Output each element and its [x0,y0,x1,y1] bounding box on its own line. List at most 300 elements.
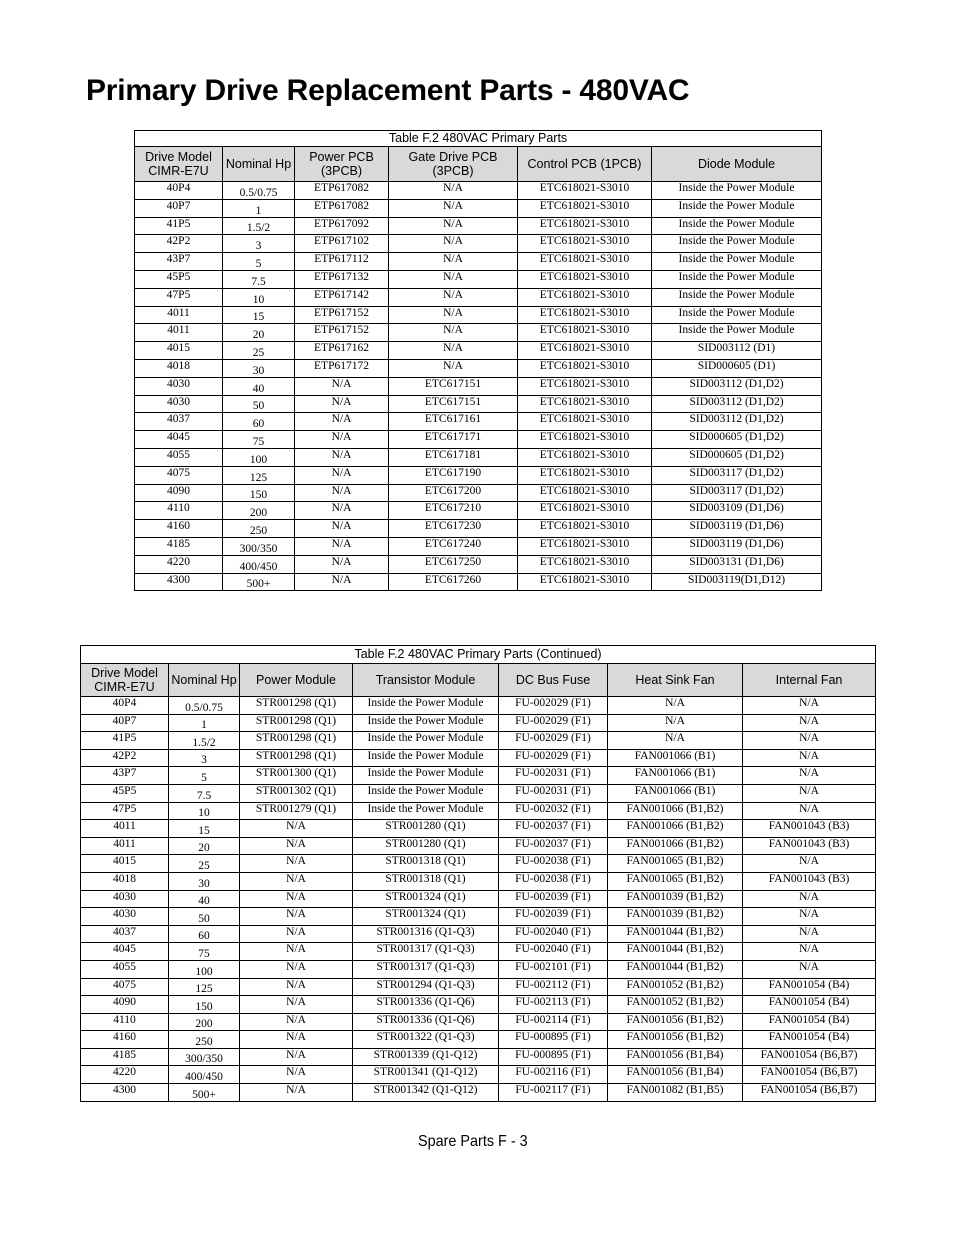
table-cell: 60 [169,925,240,943]
table-cell: 150 [223,484,295,502]
table-cell: 45P5 [135,270,223,288]
table-row [81,908,876,926]
table-row [81,749,876,767]
table-cell: 4110 [135,502,223,520]
table-cell: STR001342 (Q1-Q12) [353,1084,499,1102]
table-cell: STR001317 (Q1-Q3) [353,943,499,961]
table-cell: 0.5/0.75 [169,697,240,715]
table-cell: ETC618021-S3010 [518,377,652,395]
table-cell: N/A [240,978,353,996]
table-cell: ETP617082 [295,182,389,200]
table-cell: FAN001066 (B1) [608,749,743,767]
table-cell: ETP617082 [295,199,389,217]
table-row [135,520,822,538]
table-cell: 100 [223,448,295,466]
table-cell: N/A [295,484,389,502]
table-cell: ETC618021-S3010 [518,288,652,306]
table-cell: N/A [240,837,353,855]
table-cell: STR001322 (Q1-Q3) [353,1031,499,1049]
page-title: Primary Drive Replacement Parts - 480VAC [86,74,690,107]
column-header: Gate Drive PCB (3PCB) [389,147,518,182]
table-cell: FU-002038 (F1) [499,855,608,873]
table-cell: N/A [240,1013,353,1031]
table-cell: FU-002114 (F1) [499,1013,608,1031]
table-cell: N/A [743,908,876,926]
table-cell: 4090 [135,484,223,502]
table-row [135,359,822,377]
table-cell: FAN001056 (B1,B4) [608,1066,743,1084]
table-cell: N/A [240,943,353,961]
table-cell: N/A [743,890,876,908]
table-cell: Inside the Power Module [353,802,499,820]
table-cell: 1.5/2 [169,732,240,750]
table-cell: N/A [743,784,876,802]
table-cell: FU-002029 (F1) [499,714,608,732]
table-row [135,324,822,342]
table-cell: N/A [295,395,389,413]
table-cell: STR001341 (Q1-Q12) [353,1066,499,1084]
table-cell: ETC618021-S3010 [518,182,652,200]
table-cell: 40 [169,890,240,908]
table-cell: 4045 [81,943,169,961]
table-cell: STR001339 (Q1-Q12) [353,1048,499,1066]
table-cell: FU-000895 (F1) [499,1031,608,1049]
table-cell: 150 [169,996,240,1014]
table-cell: 25 [223,342,295,360]
table-cell: N/A [240,1084,353,1102]
table-cell: 400/450 [223,555,295,573]
table-cell: FAN001054 (B6,B7) [743,1048,876,1066]
table-cell: SID003112 (D1,D2) [652,395,822,413]
table-cell: FAN001044 (B1,B2) [608,925,743,943]
table-cell: SID003117 (D1,D2) [652,484,822,502]
table-cell: Inside the Power Module [652,324,822,342]
table-cell: 40P4 [81,697,169,715]
table-cell: FU-002101 (F1) [499,960,608,978]
table-cell: 4090 [81,996,169,1014]
table-cell: ETC618021-S3010 [518,324,652,342]
table-cell: FAN001039 (B1,B2) [608,908,743,926]
table-cell: ETC618021-S3010 [518,413,652,431]
table-cell: 7.5 [223,270,295,288]
table-caption: Table F.2 480VAC Primary Parts (Continued) [81,646,876,664]
primary-parts-continued-table [80,645,876,1102]
table-cell: SID003109 (D1,D6) [652,502,822,520]
table-cell: ETC618021-S3010 [518,359,652,377]
table-cell: N/A [743,960,876,978]
table-cell: N/A [608,714,743,732]
table-cell: STR001280 (Q1) [353,820,499,838]
table-cell: ETC618021-S3010 [518,484,652,502]
table-cell: 3 [169,749,240,767]
table-cell: 42P2 [135,235,223,253]
table-cell: ETC618021-S3010 [518,555,652,573]
table-row [135,235,822,253]
table-cell: FAN001066 (B1) [608,784,743,802]
table-cell: STR001298 (Q1) [240,697,353,715]
table-cell: 10 [223,288,295,306]
table-cell: FU-002039 (F1) [499,890,608,908]
table-cell: SID003112 (D1) [652,342,822,360]
table-cell: ETC617181 [389,448,518,466]
table-cell: 400/450 [169,1066,240,1084]
table-cell: 4030 [135,377,223,395]
table-cell: 4018 [81,872,169,890]
table-cell: STR001300 (Q1) [240,767,353,785]
table-cell: 43P7 [81,767,169,785]
table-cell: FU-002040 (F1) [499,925,608,943]
table-row [135,395,822,413]
table-cell: 500+ [169,1084,240,1102]
table-cell: STR001318 (Q1) [353,855,499,873]
table-cell: Inside the Power Module [652,235,822,253]
table-cell: N/A [389,359,518,377]
table-cell: 30 [169,872,240,890]
table-cell: ETP617102 [295,235,389,253]
table-cell: 40 [223,377,295,395]
table-row [81,872,876,890]
table-cell: Inside the Power Module [353,749,499,767]
table-cell: FAN001065 (B1,B2) [608,855,743,873]
table-cell: SID000605 (D1,D2) [652,448,822,466]
table-row [81,943,876,961]
table-cell: FAN001043 (B3) [743,837,876,855]
table-cell: ETP617142 [295,288,389,306]
table-cell: ETC617230 [389,520,518,538]
table-cell: N/A [743,697,876,715]
table-cell: ETC617200 [389,484,518,502]
table-cell: 4160 [135,520,223,538]
table-cell: ETC617171 [389,431,518,449]
table-row [135,448,822,466]
table-cell: FU-000895 (F1) [499,1048,608,1066]
table-row [135,413,822,431]
table-cell: N/A [295,413,389,431]
table-cell: 250 [169,1031,240,1049]
table-cell: ETC618021-S3010 [518,573,652,591]
table-cell: N/A [240,996,353,1014]
table-cell: 41P5 [81,732,169,750]
table-cell: 4220 [81,1066,169,1084]
table-cell: ETC618021-S3010 [518,235,652,253]
table-cell: ETC617240 [389,537,518,555]
table-cell: N/A [240,890,353,908]
table-cell: STR001298 (Q1) [240,749,353,767]
table-cell: 50 [223,395,295,413]
table-caption: Table F.2 480VAC Primary Parts [135,131,822,147]
table-cell: STR001316 (Q1-Q3) [353,925,499,943]
table-row [135,377,822,395]
table-cell: 42P2 [81,749,169,767]
table-row [135,253,822,271]
table-cell: ETP617112 [295,253,389,271]
table-cell: FAN001082 (B1,B5) [608,1084,743,1102]
table-row [135,484,822,502]
table-cell: SID003119 (D1,D6) [652,537,822,555]
table-cell: 15 [169,820,240,838]
table-cell: 40P7 [81,714,169,732]
table-cell: Inside the Power Module [652,199,822,217]
table-cell: ETC618021-S3010 [518,448,652,466]
column-header: Drive Model CIMR-E7U [81,664,169,697]
table-cell: 15 [223,306,295,324]
table-cell: ETP617092 [295,217,389,235]
table-row [135,306,822,324]
table-cell: N/A [295,431,389,449]
table-cell: ETP617162 [295,342,389,360]
table-header-row [81,664,876,697]
column-header: Control PCB (1PCB) [518,147,652,182]
table-cell: 4018 [135,359,223,377]
table-cell: FU-002037 (F1) [499,837,608,855]
table-cell: N/A [389,217,518,235]
table-cell: Inside the Power Module [652,306,822,324]
table-cell: STR001318 (Q1) [353,872,499,890]
table-row [81,820,876,838]
table-cell: N/A [389,324,518,342]
table-cell: N/A [240,960,353,978]
table-cell: N/A [389,235,518,253]
table-cell: 4011 [135,324,223,342]
table-cell: FU-002029 (F1) [499,697,608,715]
table-cell: STR001294 (Q1-Q3) [353,978,499,996]
table-cell: SID003117 (D1,D2) [652,466,822,484]
table-cell: N/A [240,1048,353,1066]
table-row [81,1031,876,1049]
table-cell: FAN001044 (B1,B2) [608,943,743,961]
table-cell: N/A [295,537,389,555]
table-row [81,960,876,978]
table-cell: 4037 [135,413,223,431]
table-cell: ETC618021-S3010 [518,270,652,288]
table-cell: FAN001066 (B1,B2) [608,802,743,820]
column-header: Heat Sink Fan [608,664,743,697]
table-cell: ETP617152 [295,324,389,342]
table-cell: N/A [389,306,518,324]
table-cell: SID000605 (D1,D2) [652,431,822,449]
table-cell: FU-002113 (F1) [499,996,608,1014]
table-cell: N/A [743,767,876,785]
table-cell: 100 [169,960,240,978]
primary-parts-table [134,130,822,591]
table-row [135,342,822,360]
table-cell: ETC617190 [389,466,518,484]
table-cell: N/A [295,466,389,484]
table-cell: FAN001054 (B4) [743,1031,876,1049]
table-cell: Inside the Power Module [353,697,499,715]
table-cell: 4045 [135,431,223,449]
table-cell: ETC618021-S3010 [518,502,652,520]
table-cell: 4037 [81,925,169,943]
table-cell: FAN001065 (B1,B2) [608,872,743,890]
table-row [135,270,822,288]
table-cell: FU-002037 (F1) [499,820,608,838]
table-cell: N/A [295,520,389,538]
table-cell: ETC618021-S3010 [518,537,652,555]
table-cell: ETP617132 [295,270,389,288]
table-cell: FAN001066 (B1,B2) [608,820,743,838]
table-cell: N/A [295,377,389,395]
table-cell: Inside the Power Module [353,714,499,732]
table-cell: STR001317 (Q1-Q3) [353,960,499,978]
table-cell: N/A [743,714,876,732]
table-cell: 47P5 [81,802,169,820]
table-cell: N/A [389,253,518,271]
table-cell: N/A [389,199,518,217]
table-cell: 3 [223,235,295,253]
table-cell: 5 [169,767,240,785]
table-cell: FAN001052 (B1,B2) [608,978,743,996]
table-cell: 4300 [135,573,223,591]
table-cell: 300/350 [169,1048,240,1066]
table-cell: FAN001066 (B1) [608,767,743,785]
table-cell: FU-002029 (F1) [499,749,608,767]
table-cell: 4110 [81,1013,169,1031]
table-row [81,1048,876,1066]
table-cell: 60 [223,413,295,431]
table-cell: 20 [223,324,295,342]
table-cell: STR001279 (Q1) [240,802,353,820]
page-footer: Spare Parts F - 3 [418,1133,528,1150]
table-cell: 20 [169,837,240,855]
table-row [81,1084,876,1102]
table-cell: N/A [240,925,353,943]
column-header: Nominal Hp [169,664,240,697]
table-cell: 4055 [81,960,169,978]
table-cell: STR001280 (Q1) [353,837,499,855]
table-cell: FAN001054 (B4) [743,1013,876,1031]
table-cell: STR001336 (Q1-Q6) [353,996,499,1014]
table-cell: 40P4 [135,182,223,200]
table-cell: ETC618021-S3010 [518,199,652,217]
table-cell: 200 [223,502,295,520]
table-cell: Inside the Power Module [353,784,499,802]
table-cell: 4015 [135,342,223,360]
table-cell: 75 [223,431,295,449]
table-cell: N/A [295,555,389,573]
table-cell: 500+ [223,573,295,591]
table-cell: FU-002039 (F1) [499,908,608,926]
table-cell: FAN001054 (B4) [743,996,876,1014]
table-cell: FAN001043 (B3) [743,820,876,838]
table-cell: 75 [169,943,240,961]
table-cell: ETP617172 [295,359,389,377]
column-header: Drive Model CIMR-E7U [135,147,223,182]
table-row [81,978,876,996]
table-cell: FU-002112 (F1) [499,978,608,996]
table-cell: N/A [389,270,518,288]
table-cell: ETC617161 [389,413,518,431]
table-cell: SID003131 (D1,D6) [652,555,822,573]
column-header: Internal Fan [743,664,876,697]
table-cell: ETC617210 [389,502,518,520]
table-cell: 40P7 [135,199,223,217]
column-header: Power PCB (3PCB) [295,147,389,182]
table-cell: N/A [240,855,353,873]
table-cell: FAN001054 (B6,B7) [743,1066,876,1084]
table-cell: 45P5 [81,784,169,802]
column-header: Nominal Hp [223,147,295,182]
table-cell: Inside the Power Module [652,253,822,271]
table-cell: 4075 [135,466,223,484]
table-row [135,502,822,520]
table-cell: ETC617151 [389,395,518,413]
table-cell: 4220 [135,555,223,573]
table-cell: N/A [295,448,389,466]
table-cell: 4055 [135,448,223,466]
table-cell: FU-002029 (F1) [499,732,608,750]
table-cell: 4075 [81,978,169,996]
table-cell: FU-002117 (F1) [499,1084,608,1102]
table-cell: 43P7 [135,253,223,271]
table-cell: Inside the Power Module [353,732,499,750]
column-header: Power Module [240,664,353,697]
table-cell: SID003112 (D1,D2) [652,413,822,431]
table-cell: N/A [389,342,518,360]
column-header: Diode Module [652,147,822,182]
table-row [135,555,822,573]
table-cell: N/A [389,182,518,200]
table-cell: Inside the Power Module [652,288,822,306]
table-cell: ETC617260 [389,573,518,591]
table-cell: STR001298 (Q1) [240,732,353,750]
table-cell: 7.5 [169,784,240,802]
table-row [81,1013,876,1031]
table-cell: N/A [240,872,353,890]
table-cell: N/A [240,908,353,926]
table-row [81,714,876,732]
table-header-row [135,147,822,182]
table-cell: Inside the Power Module [652,217,822,235]
column-header: Transistor Module [353,664,499,697]
table-cell: N/A [743,802,876,820]
table-row [135,217,822,235]
table-row [135,573,822,591]
table-cell: STR001336 (Q1-Q6) [353,1013,499,1031]
table-cell: 1 [223,199,295,217]
table-cell: 4011 [81,820,169,838]
table-row [81,925,876,943]
table-cell: ETC617250 [389,555,518,573]
table-cell: 4030 [81,890,169,908]
table-cell: FAN001044 (B1,B2) [608,960,743,978]
table-cell: 1 [169,714,240,732]
table-cell: ETC618021-S3010 [518,395,652,413]
table-cell: 125 [223,466,295,484]
table-cell: ETC618021-S3010 [518,466,652,484]
table-cell: 10 [169,802,240,820]
table-row [81,732,876,750]
table-cell: FAN001054 (B6,B7) [743,1084,876,1102]
table-cell: FAN001052 (B1,B2) [608,996,743,1014]
table-cell: N/A [743,732,876,750]
table-cell: 41P5 [135,217,223,235]
table-cell: FAN001056 (B1,B4) [608,1048,743,1066]
table-cell: ETC617151 [389,377,518,395]
table-cell: 125 [169,978,240,996]
table-cell: STR001324 (Q1) [353,908,499,926]
table-cell: N/A [608,732,743,750]
column-header: DC Bus Fuse [499,664,608,697]
table-row [81,802,876,820]
table-cell: 300/350 [223,537,295,555]
table-cell: SID003112 (D1,D2) [652,377,822,395]
table-cell: 30 [223,359,295,377]
table-cell: 200 [169,1013,240,1031]
table-row [81,767,876,785]
table-cell: Inside the Power Module [652,182,822,200]
table-cell: N/A [295,573,389,591]
